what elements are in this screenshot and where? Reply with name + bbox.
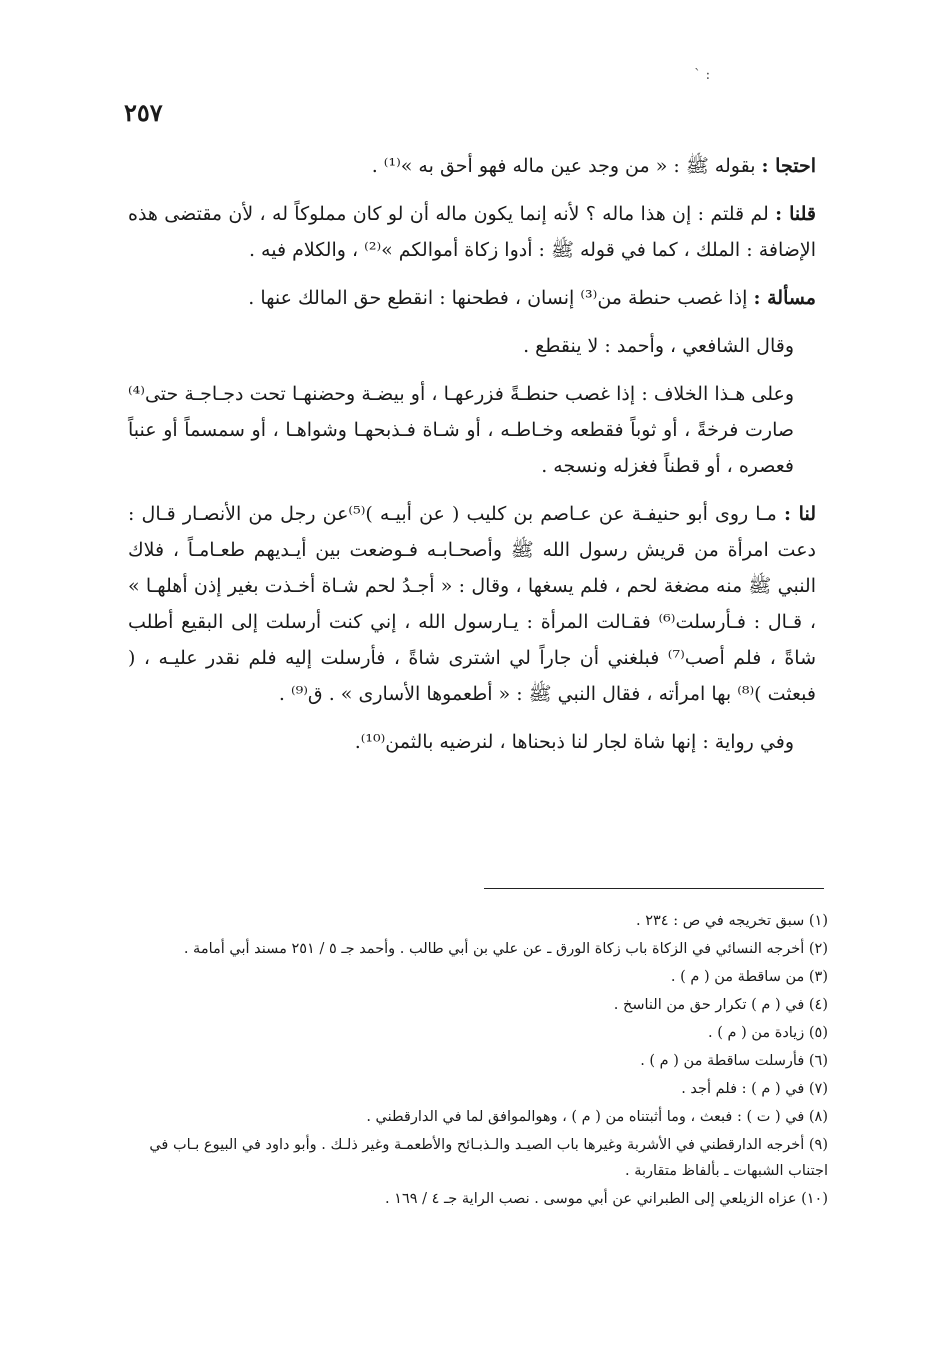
paragraph-body: وعلى هـذا الخلاف : إذا غصب حنطـةً فزرعهـا ، أو بيضـة وحضنهـا تحت دجـاجـة حتى⁽⁴⁾ صارت فرخةً ، أو ثوباً فقطعه وخـاطـه ، أو شـاة فـذبحهـا وشواهـا ، أو سمسماً أو عنباً فعصره ، أو قطناً فغزله ونسجه .: [128, 383, 794, 477]
paragraph-body: إذا غصب حنطة من⁽³⁾ إنسان ، فطحنها : انقطع حق المالك عنها .: [248, 287, 754, 309]
footnote-6: (٦) فأرسلت ساقطة من ( م ) .: [640, 1053, 828, 1069]
paragraph-lead: قلنا :: [775, 203, 816, 225]
paragraph-body: بقوله ﷺ : « من وجد عين ماله فهو أحق به »⁽¹⁾ .: [371, 155, 762, 177]
paragraph-lead: لنا :: [783, 503, 816, 525]
paragraph-ihtajja: [128, 148, 816, 184]
paragraph-masala: [128, 280, 816, 316]
footnote-2: (٢) أخرجه النسائي في الزكاة باب زكاة الورق ـ عن علي بن أبي طالب . وأحمد جـ ٥ / ٢٥١ مسند أبي أمامة .: [183, 941, 828, 957]
paragraph-body: وفي رواية : إنها شاة لجار لنا ذبحناها ، لنرضيه بالثمن⁽¹⁰⁾.: [354, 731, 794, 753]
paragraph-body: لم قلتم : إن هذا ماله ؟ لأنه إنما يكون ماله أن لو كان مملوكاً له ، لأن مقتضى هذه الإضافة : الملك ، كما في قوله ﷺ : أدوا زكاة أموالكم »⁽²⁾ ، والكلام فيه .: [128, 203, 816, 261]
paragraph-shafii: [128, 328, 816, 364]
paragraph-riwaya: [128, 724, 816, 760]
paragraph-khilaf: [128, 376, 816, 484]
scan-marks: ` :: [694, 67, 711, 83]
paragraph-body: مـا روى أبو حنيفـة عن عـاصم بن كليب ( عن أبيـه )⁽⁵⁾عن رجل من الأنصـار قـال : دعت امرأة من قريش رسول الله ﷺ وأصحـابـه فـوضعت بين أيـديهم طعـامـاً ، فلاك النبي ﷺ منه مضغة لحم ، فلم يسغها ، وقال : « أجـدُ لحم شـاة أخـذت بغير إذن أهلهـا » ، قـال : فـأرسلت⁽⁶⁾ فقـالت المرأة : يـارسول الله ، إني كنت أرسلت إلى البقيع أطلب شاةً ، فلم أصب⁽⁷⁾ فبلغني أن جاراً لي اشترى شاةً ، فأرسلت إليه فلم نقدر عليـه ، ( فبعثت )⁽⁸⁾ بها امرأته ، فقال النبي ﷺ : « أطعموها الأسارى » . ق⁽⁹⁾ .: [128, 503, 817, 705]
paragraph-body: وقال الشافعي ، وأحمد : لا ينقطع .: [523, 335, 794, 357]
paragraph-lead: مسألة :: [753, 287, 816, 309]
footnote-4: (٤) في ( م ) تكرار حق من الناسخ .: [613, 997, 828, 1013]
page-number: ٢٥٧: [124, 98, 163, 127]
paragraph-lana: [128, 496, 816, 712]
footnote-1: (١) سبق تخريجه في ص : ٢٣٤ .: [636, 913, 828, 929]
paragraph-lead: احتجا :: [761, 155, 816, 177]
paragraph-qulna: [128, 196, 816, 268]
main-text: [128, 148, 816, 772]
footnote-9: (٩) أخرجه الدارقطني في الأشربة وغيرها باب الصيـد والـذبـائح والأطعمـة وغير ذلـك . وأبو داود في البيوع بـاب في اجتناب الشبهات ـ بألفاظ متقاربة .: [149, 1137, 828, 1179]
footnote-5: (٥) زيادة من ( م ) .: [708, 1025, 828, 1041]
footnote-3: (٣) من ساقطة من ( م ) .: [670, 969, 828, 985]
footnote-10: (١٠) عزاه الزيلعي إلى الطبراني عن أبي موسى . نصب الراية جـ ٤ / ١٦٩ .: [384, 1191, 828, 1207]
footnotes: [134, 908, 828, 1214]
footnote-8: (٨) في ( ت ) : فبعث ، وما أثبتناه من ( م ) ، وهوالموافق لما في الدارقطني .: [366, 1109, 828, 1125]
footnote-7: (٧) في ( م ) : فلم أجد .: [681, 1081, 828, 1097]
footnote-divider: [484, 888, 824, 889]
